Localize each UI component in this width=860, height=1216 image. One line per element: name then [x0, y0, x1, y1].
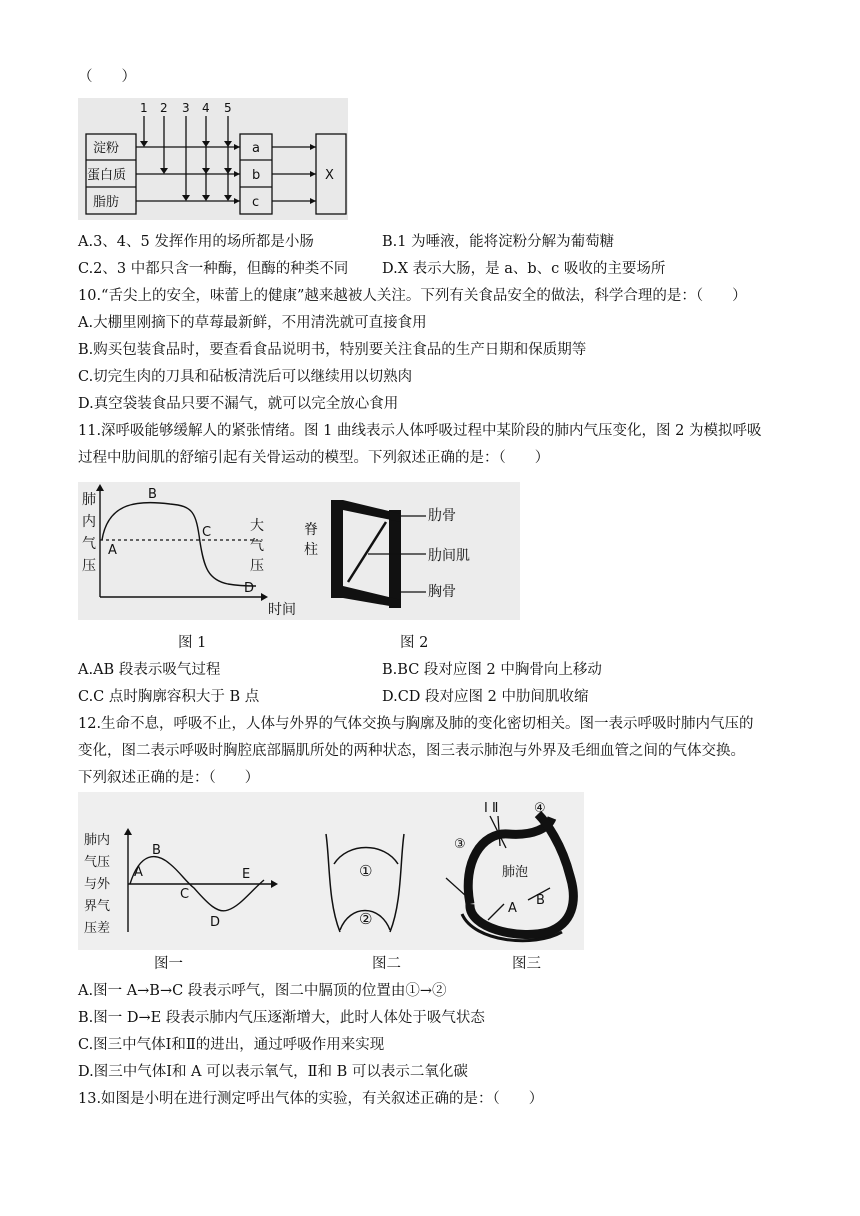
fig-three-gas-b: B [536, 893, 545, 908]
q12-option-b: B.图一 D→E 段表示肺内气压逐渐增大，此时人体处于吸气状态 [78, 1010, 485, 1026]
q10-stem: 10.“舌尖上的安全，味蕾上的健康”越来越被人关注。下列有关食品安全的做法，科学合理的是：（ ） [78, 288, 747, 304]
enzyme-num-2: 2 [160, 101, 168, 115]
q10-option-c: C.切完生肉的刀具和砧板清洗后可以继续用以切熟肉 [78, 369, 413, 385]
fig-one-point-e: E [242, 867, 251, 882]
q11-option-c: C.C 点时胸廓容积大于 B 点 [78, 689, 260, 705]
q12-caption-fig2: 图二 [372, 956, 401, 972]
fig1-ref-2: 气 [250, 538, 264, 554]
fig-one-point-a: A [134, 865, 143, 880]
fig2-sternum-label: 胸骨 [428, 584, 456, 600]
fig1-xlabel: 时间 [268, 602, 296, 618]
answer-paren: （ ） [78, 69, 136, 85]
fig1-ylabel-1: 肺 [82, 492, 96, 508]
q10-option-b: B.购买包装食品时，要查看食品说明书，特别要关注食品的生产日期和保质期等 [78, 342, 587, 358]
fig-three-mark-3: ③ [454, 837, 466, 852]
q9-option-c: C.2、3 中都只含一种酶，但酶的种类不同 [78, 261, 349, 277]
q12-figures [78, 792, 584, 950]
fig-one-point-c: C [180, 887, 190, 902]
fig1-ylabel-3: 气 [82, 536, 96, 552]
fig1-point-b: B [148, 487, 157, 502]
product-a: a [252, 141, 260, 156]
fig1-ref-3: 压 [250, 558, 264, 574]
q10-option-d: D.真空袋装食品只要不漏气，就可以完全放心食用 [78, 396, 399, 412]
q12-caption-fig1: 图一 [154, 956, 183, 972]
q9-option-a: A.3、4、5 发挥作用的场所都是小肠 [78, 234, 314, 250]
fig-one-ylabel-3: 与外 [84, 877, 111, 892]
protein-label: 蛋白质 [87, 168, 127, 183]
fig1-point-a: A [108, 543, 117, 558]
q12-option-a: A.图一 A→B→C 段表示呼气，图二中膈顶的位置由①→② [78, 983, 447, 999]
q12-stem-line2: 变化，图二表示呼吸时胸腔底部膈肌所处的两种状态，图三表示肺泡与外界及毛细血管之间的气体交换。 [78, 743, 745, 759]
digestion-diagram [78, 98, 348, 220]
fig2-spine-1: 脊 [304, 522, 318, 538]
q12-stem-line3: 下列叙述正确的是：（ ） [78, 770, 260, 786]
q11-stem-line1: 11.深呼吸能够缓解人的紧张情绪。图 1 曲线表示人体呼吸过程中某阶段的肺内气压变化，图 2 为模拟呼吸 [78, 423, 762, 439]
fig-one-ylabel-5: 压差 [84, 921, 111, 936]
q11-figures [78, 482, 520, 620]
q12-option-c: C.图三中气体Ⅰ和Ⅱ的进出，通过呼吸作用来实现 [78, 1037, 385, 1053]
q11-option-a: A.AB 段表示吸气过程 [78, 662, 221, 678]
fig1-ylabel-4: 压 [82, 558, 96, 574]
q9-option-d: D.X 表示大肠，是 a、b、c 吸收的主要场所 [382, 261, 666, 277]
fig-one-ylabel-2: 气压 [84, 855, 111, 870]
fig1-ref-1: 大 [250, 518, 264, 534]
diaphragm-mark-2: ② [359, 910, 373, 928]
q10-option-a: A.大棚里刚摘下的草莓最新鲜，不用清洗就可直接食用 [78, 315, 427, 331]
fig-one-point-b: B [152, 843, 161, 858]
enzyme-num-5: 5 [224, 101, 232, 115]
q13-stem: 13.如图是小明在进行测定呼出气体的实验，有关叙述正确的是：（ ） [78, 1091, 544, 1107]
fig1-point-d: D [244, 581, 255, 596]
fig-one-ylabel-1: 肺内 [84, 833, 111, 848]
fig-one-ylabel-4: 界气 [84, 899, 111, 914]
enzyme-num-4: 4 [202, 101, 210, 115]
starch-label: 淀粉 [93, 141, 120, 156]
q11-option-d: D.CD 段对应图 2 中肋间肌收缩 [382, 689, 589, 705]
fig2-spine-2: 柱 [304, 542, 318, 558]
q11-caption-fig1: 图 1 [178, 635, 207, 651]
q11-caption-fig2: 图 2 [400, 635, 429, 651]
product-c: c [252, 195, 260, 210]
fig-three-gas-a: A [508, 901, 517, 916]
fat-label: 脂肪 [93, 195, 120, 210]
fig-three-mark-4: ④ [534, 801, 546, 816]
enzyme-num-1: 1 [140, 101, 148, 115]
q12-caption-fig3: 图三 [512, 956, 541, 972]
fig2-muscle-label: 肋间肌 [428, 548, 470, 564]
q11-option-b: B.BC 段对应图 2 中胸骨向上移动 [382, 662, 602, 678]
enzyme-num-3: 3 [182, 101, 190, 115]
fig1-point-c: C [202, 525, 212, 540]
gas-labels-i-ii: Ⅰ Ⅱ [484, 801, 499, 816]
organ-x: X [325, 168, 334, 183]
alveolus-label: 肺泡 [502, 865, 529, 880]
fig1-ylabel-2: 内 [82, 514, 96, 530]
q12-stem-line1: 12.生命不息，呼吸不止，人体与外界的气体交换与胸廓及肺的变化密切相关。图一表示呼吸时肺内气压的 [78, 716, 754, 732]
q12-option-d: D.图三中气体Ⅰ和 A 可以表示氧气，Ⅱ和 B 可以表示二氧化碳 [78, 1064, 468, 1080]
fig2-rib-label: 肋骨 [428, 508, 456, 524]
q9-option-b: B.1 为唾液，能将淀粉分解为葡萄糖 [382, 234, 615, 250]
product-b: b [252, 168, 261, 183]
diaphragm-mark-1: ① [359, 862, 373, 880]
fig-one-point-d: D [210, 915, 221, 930]
q11-stem-line2: 过程中肋间肌的舒缩引起有关骨运动的模型。下列叙述正确的是：（ ） [78, 450, 550, 466]
